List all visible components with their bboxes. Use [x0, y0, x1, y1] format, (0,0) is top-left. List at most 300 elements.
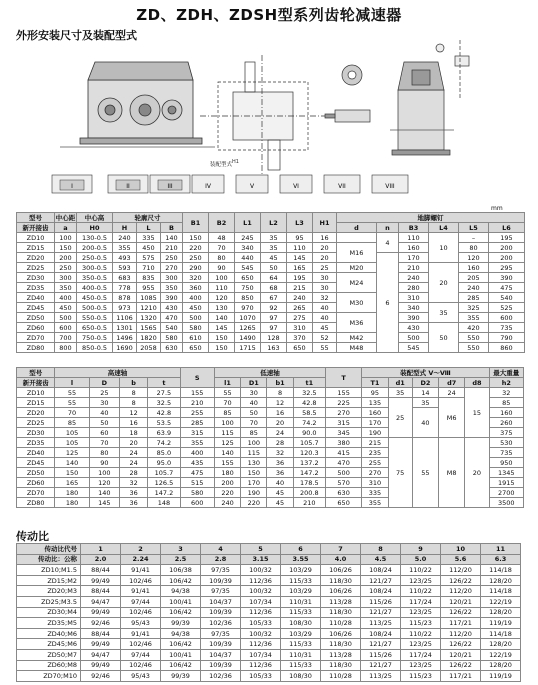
table-cell: 295 [489, 263, 525, 273]
table-cell: 140 [89, 488, 119, 498]
table-cell: 630 [161, 343, 183, 353]
table-cell: 74.2 [293, 418, 325, 428]
table-cell: M30 [337, 293, 377, 313]
table-cell: 97/44 [121, 649, 161, 660]
table-cell: 200.8 [293, 488, 325, 498]
header-cell: L1 [235, 213, 261, 233]
table-cell: 137.2 [293, 458, 325, 468]
table-cell: 735 [489, 448, 523, 458]
table-cell: 91/41 [121, 565, 161, 576]
table-cell: 163 [261, 343, 287, 353]
header-cell: l1 [214, 378, 240, 388]
table-cell: ZD15 [17, 398, 55, 408]
assembly-type-vii [324, 175, 360, 193]
table-cell: 450 [55, 303, 77, 313]
table-row [17, 586, 521, 597]
table-cell: 130 [241, 458, 267, 468]
table-cell: 200 [55, 253, 77, 263]
table-cell: 778 [113, 283, 137, 293]
table-cell: 35 [388, 388, 412, 398]
table-cell: 99/39 [161, 618, 201, 629]
header-cell: 8 [361, 544, 401, 555]
table-cell: 8 [120, 398, 148, 408]
table-row [17, 628, 521, 639]
header-cell: d1 [388, 378, 412, 388]
table-cell: 1106 [113, 313, 137, 323]
roman-label: II [126, 183, 130, 190]
table-cell: ZD35 [17, 283, 55, 293]
table-cell: 90 [209, 263, 235, 273]
table-cell: 345 [325, 428, 361, 438]
table-cell: 255 [362, 458, 388, 468]
header-cell: H [113, 223, 137, 233]
table-cell: 64 [261, 273, 287, 283]
dimensions-table [16, 212, 525, 353]
table-cell: 125 [55, 448, 89, 458]
roman-label: III [167, 183, 173, 190]
table-cell: 1265 [235, 323, 261, 333]
table-cell: 117/24 [401, 649, 441, 660]
table-cell: 27.5 [148, 388, 180, 398]
table-cell: 500 [399, 333, 429, 343]
table-cell: 32.5 [293, 388, 325, 398]
table-cell: 335 [137, 233, 161, 243]
header-cell: D2 [412, 378, 438, 388]
table-cell: 850-0.5 [77, 343, 113, 353]
table-cell: ZD35;M5 [17, 618, 81, 629]
table-cell: 63.9 [148, 428, 180, 438]
table-cell: 105/33 [241, 671, 281, 682]
header-cell: D [89, 378, 119, 388]
table-cell: 145 [287, 253, 313, 263]
table-cell: 240 [459, 283, 489, 293]
header-cell: 型号 [17, 368, 55, 378]
table-cell: 575 [137, 253, 161, 263]
table-cell: 150 [55, 243, 77, 253]
table-cell: ZD30 [17, 428, 55, 438]
header-cell: 11 [481, 544, 521, 555]
table-cell: ZD25;M3.5 [17, 596, 81, 607]
table-cell: 32.5 [148, 398, 180, 408]
table-cell: 260 [489, 418, 523, 428]
header-cell: 中心距 [55, 213, 76, 222]
assembly-type-iii [150, 175, 190, 193]
assembly-type-v [236, 175, 268, 193]
table-cell: 150 [183, 233, 209, 243]
table-cell: 108/24 [361, 586, 401, 597]
table-cell: 112/20 [441, 586, 481, 597]
table-cell: 390 [399, 313, 429, 323]
table-cell: 683 [113, 273, 137, 283]
table-cell: 155 [325, 388, 361, 398]
table-cell: 32 [313, 293, 337, 303]
roman-label: VI [293, 183, 299, 190]
table-cell: 91/41 [121, 628, 161, 639]
table-cell: 107/34 [241, 649, 281, 660]
section-title-ratio: 传动比 [16, 530, 49, 543]
table-cell: 102/46 [121, 639, 161, 650]
header-cell: t1 [293, 378, 325, 388]
table-cell: 115/26 [361, 596, 401, 607]
table-cell: 160 [399, 243, 429, 253]
table-cell: 950 [489, 458, 523, 468]
table-cell: 150 [209, 333, 235, 343]
table-cell: 104/37 [201, 649, 241, 660]
table-cell: 650 [287, 343, 313, 353]
table-cell: 24 [439, 388, 465, 398]
table-cell: 113/25 [361, 671, 401, 682]
table-row [17, 438, 524, 448]
table-cell: 97/44 [121, 596, 161, 607]
header-cell: L4 [429, 223, 459, 233]
table-cell: 440 [235, 253, 261, 263]
table-cell: 14 [412, 388, 438, 398]
table-row [17, 565, 521, 576]
table-cell: M16 [337, 243, 377, 263]
table-row [17, 398, 524, 408]
table-cell: 99/49 [81, 575, 121, 586]
table-cell: 90 [89, 458, 119, 468]
table-cell: 120/21 [441, 649, 481, 660]
table-cell: 285 [180, 418, 214, 428]
header-cell: 1 [81, 544, 121, 555]
table-cell: 107/34 [241, 596, 281, 607]
header-cell: 轮廓尺寸 [113, 213, 183, 223]
table-cell: 110/31 [281, 596, 321, 607]
table-cell: 115/33 [281, 660, 321, 671]
table-cell: 600 [55, 323, 77, 333]
table-row [17, 671, 521, 682]
table-cell: 973 [113, 303, 137, 313]
table-cell: 35 [261, 243, 287, 253]
table-cell: 123/25 [401, 607, 441, 618]
table-cell: 570 [325, 478, 361, 488]
table-cell: 118/30 [321, 660, 361, 671]
table-cell: 250 [183, 253, 209, 263]
front-view-drawing [60, 62, 215, 147]
table-cell [337, 233, 377, 243]
table-cell: M6 [439, 398, 465, 438]
table-cell: M20 [337, 263, 377, 273]
table-cell: 8 [267, 388, 293, 398]
ratio-table [16, 543, 521, 682]
header-cell: 5 [241, 544, 281, 555]
table-cell: 130 [209, 303, 235, 313]
table-cell: 105.7 [148, 468, 180, 478]
table-cell: 36 [120, 488, 148, 498]
table-cell: 122/19 [481, 649, 521, 660]
table-cell: 355 [362, 498, 388, 508]
table-cell: 85 [241, 428, 267, 438]
table-cell: 90.0 [293, 428, 325, 438]
table-cell: 580 [161, 333, 183, 343]
table-cell: 99/39 [161, 671, 201, 682]
table-cell: 74.2 [148, 438, 180, 448]
table-cell: 100 [209, 273, 235, 283]
table-row [17, 323, 525, 333]
header-row [17, 544, 521, 555]
table-cell: 115/33 [281, 575, 321, 586]
table-cell: 36 [267, 468, 293, 478]
table-cell: 112/36 [241, 660, 281, 671]
table-cell: 100 [89, 468, 119, 478]
table-cell: 103/29 [281, 565, 321, 576]
table-cell: 210 [399, 263, 429, 273]
table-cell: 91/41 [121, 586, 161, 597]
table-cell: 109/39 [201, 639, 241, 650]
table-cell: 121/27 [361, 607, 401, 618]
table-cell: 102/46 [121, 575, 161, 586]
table-cell: 16 [120, 418, 148, 428]
table-cell: 255 [180, 408, 214, 418]
table-row [17, 607, 521, 618]
table-cell: 1301 [113, 323, 137, 333]
table-cell: 94/47 [81, 596, 121, 607]
table-cell: 40 [313, 303, 337, 313]
table-cell: 35 [412, 398, 438, 408]
table-cell: 610 [183, 333, 209, 343]
table-cell: 878 [113, 293, 137, 303]
table-cell: 16 [313, 233, 337, 243]
table-cell: 88/44 [81, 586, 121, 597]
table-cell: 750 [235, 283, 261, 293]
table-cell: 106/26 [321, 565, 361, 576]
table-cell: 36 [267, 458, 293, 468]
header-cell: b [120, 378, 148, 388]
table-cell: 113/28 [321, 596, 361, 607]
table-cell: 550 [459, 343, 489, 353]
header-cell: 中心高 [77, 213, 113, 223]
table-cell: 310 [362, 478, 388, 488]
table-cell: 106/42 [161, 575, 201, 586]
header-cell: 5.6 [441, 554, 481, 565]
table-cell: 12 [267, 398, 293, 408]
table-cell: 92/46 [81, 618, 121, 629]
table-cell: 100 [55, 233, 77, 243]
table-cell: 300 [161, 273, 183, 283]
header-cell: L2 [261, 213, 287, 233]
table-cell: 28 [267, 438, 293, 448]
table-cell: 360 [183, 283, 209, 293]
header-cell: h2 [489, 378, 523, 388]
header-cell: B2 [209, 213, 235, 233]
table-row [17, 639, 521, 650]
table-cell: 110/28 [321, 671, 361, 682]
header-cell: 新开接齿 [17, 223, 55, 233]
table-cell: 215 [287, 283, 313, 293]
table-cell: ZD35 [17, 438, 55, 448]
table-cell: 240 [287, 293, 313, 303]
table-cell: 95 [362, 388, 388, 398]
table-cell: 105 [55, 438, 89, 448]
table-cell: 860 [489, 343, 525, 353]
header-cell: 3 [161, 544, 201, 555]
table-cell: 430 [399, 323, 429, 333]
table-cell: 400 [180, 448, 214, 458]
table-cell: 375 [489, 428, 523, 438]
assembly-type-ii [108, 175, 148, 193]
table-cell: 430 [161, 303, 183, 313]
assembly-types [52, 175, 408, 193]
table-cell: 190 [241, 488, 267, 498]
table-cell: 120.3 [293, 448, 325, 458]
table-cell: 165 [55, 478, 89, 488]
header-cell: 2.0 [81, 554, 121, 565]
table-cell: ZD30;M4 [17, 607, 81, 618]
table-cell: 45 [313, 323, 337, 333]
table-cell: 1320 [137, 313, 161, 323]
table-cell: 450-0.5 [77, 293, 113, 303]
table-cell: 1715 [235, 343, 261, 353]
shaft-detail-drawing [325, 65, 370, 122]
table-cell: M8 [439, 438, 465, 508]
table-cell: 40 [313, 313, 337, 323]
table-cell: 6 [377, 253, 399, 353]
table-cell: 119/19 [481, 618, 521, 629]
table-cell: 97 [261, 313, 287, 323]
table-cell: 400 [183, 293, 209, 303]
table-cell: 100/32 [241, 586, 281, 597]
table-cell: 70 [214, 398, 240, 408]
header-cell: 3.15 [241, 554, 281, 565]
table-cell: 735 [489, 323, 525, 333]
table-cell: 500-0.5 [77, 303, 113, 313]
table-cell: ZD60 [17, 478, 55, 488]
table-cell: 95 [287, 233, 313, 243]
table-cell: 32 [489, 388, 523, 398]
table-cell: 118/30 [321, 639, 361, 650]
table-cell: 165 [287, 263, 313, 273]
table-cell: 99/49 [81, 607, 121, 618]
table-cell: 335 [362, 488, 388, 498]
table-cell: 1345 [489, 468, 523, 478]
table-cell: 75 [388, 438, 412, 508]
table-row [17, 575, 521, 586]
table-cell: 32 [120, 478, 148, 488]
table-cell: ZD50 [17, 313, 55, 323]
table-cell: M24 [337, 273, 377, 293]
table-cell: 315 [325, 418, 361, 428]
header-cell: 传动比代号 [17, 544, 81, 555]
table-cell: 94/38 [161, 586, 201, 597]
header-cell: T1 [362, 378, 388, 388]
table-cell: 122/19 [481, 596, 521, 607]
table-row [17, 263, 525, 273]
table-cell: 48 [209, 233, 235, 243]
table-cell: 97/35 [201, 586, 241, 597]
table-cell: 195 [287, 273, 313, 283]
table-cell: 710 [137, 263, 161, 273]
table-cell: 53.5 [148, 418, 180, 428]
header-cell: d [337, 223, 377, 233]
table-cell: 435 [180, 458, 214, 468]
table-cell: 100/32 [241, 628, 281, 639]
assembly-type-viii [372, 175, 408, 193]
table-cell: 110/22 [401, 628, 441, 639]
table-cell: 593 [113, 263, 137, 273]
table-cell: M48 [337, 343, 377, 353]
table-cell: 1070 [235, 313, 261, 323]
table-cell: 94/38 [161, 628, 201, 639]
roman-label: VII [338, 183, 346, 190]
table-cell: 550-0.5 [77, 313, 113, 323]
table-cell: 95/43 [121, 671, 161, 682]
table-cell: 110/22 [401, 565, 441, 576]
table-cell: 415 [325, 448, 361, 458]
table-row [17, 618, 521, 629]
table-cell: 147.2 [293, 468, 325, 478]
table-cell: 180 [55, 488, 89, 498]
header-cell: 传动比：公称 [17, 554, 81, 565]
table-cell: 112/20 [441, 628, 481, 639]
table-cell: 85 [489, 398, 523, 408]
header-cell: 新开接齿 [17, 378, 55, 388]
table-cell: 70 [55, 408, 89, 418]
shaft-table-body [17, 388, 524, 508]
header-cell: 4.0 [321, 554, 361, 565]
table-cell: 120 [209, 293, 235, 303]
table-cell: 126/22 [441, 639, 481, 650]
table-cell: 80 [459, 243, 489, 253]
table-cell: ZD80 [17, 498, 55, 508]
table-cell: 470 [161, 313, 183, 323]
table-cell: 24 [120, 448, 148, 458]
table-cell: 200-0.5 [77, 243, 113, 253]
table-cell: 100/41 [161, 596, 201, 607]
table-cell: 340 [235, 243, 261, 253]
table-cell: 195 [489, 233, 525, 243]
table-cell: 115/23 [401, 618, 441, 629]
table-cell: 800 [55, 343, 77, 353]
table-cell: 92/46 [81, 671, 121, 682]
table-cell: 106/26 [321, 628, 361, 639]
table-cell: 42.8 [148, 408, 180, 418]
table-cell: 210 [161, 243, 183, 253]
table-cell: 315 [180, 428, 214, 438]
table-cell: 25 [89, 388, 119, 398]
table-cell: 40 [267, 478, 293, 488]
table-cell: 40 [89, 408, 119, 418]
table-cell: 140 [209, 313, 235, 323]
table-cell: 8 [120, 388, 148, 398]
table-cell: 650 [325, 498, 361, 508]
ratio-table-body [17, 544, 521, 682]
table-cell: 109/39 [201, 575, 241, 586]
table-cell: 10 [429, 233, 459, 263]
header-cell: 7 [321, 544, 361, 555]
assembly-type-iv [192, 175, 224, 193]
table-cell: 45 [261, 253, 287, 263]
table-cell: ZD70 [17, 333, 55, 343]
table-cell: 270 [161, 263, 183, 273]
table-cell: 25 [313, 263, 337, 273]
table-cell: 420 [459, 323, 489, 333]
table-cell: ZD15;M2 [17, 575, 81, 586]
table-cell: ZD30 [17, 273, 55, 283]
header-cell: 2 [121, 544, 161, 555]
table-cell: 100/32 [241, 565, 281, 576]
table-cell: 123/25 [401, 639, 441, 650]
table-cell: 114/18 [481, 628, 521, 639]
table-cell: 102/46 [121, 660, 161, 671]
table-cell: 700 [55, 333, 77, 343]
table-cell: 126/22 [441, 660, 481, 671]
table-cell: 545 [399, 343, 429, 353]
table-cell: 325 [459, 303, 489, 313]
header-cell: 10 [441, 544, 481, 555]
table-cell: 250 [161, 253, 183, 263]
table-cell: 400 [55, 293, 77, 303]
